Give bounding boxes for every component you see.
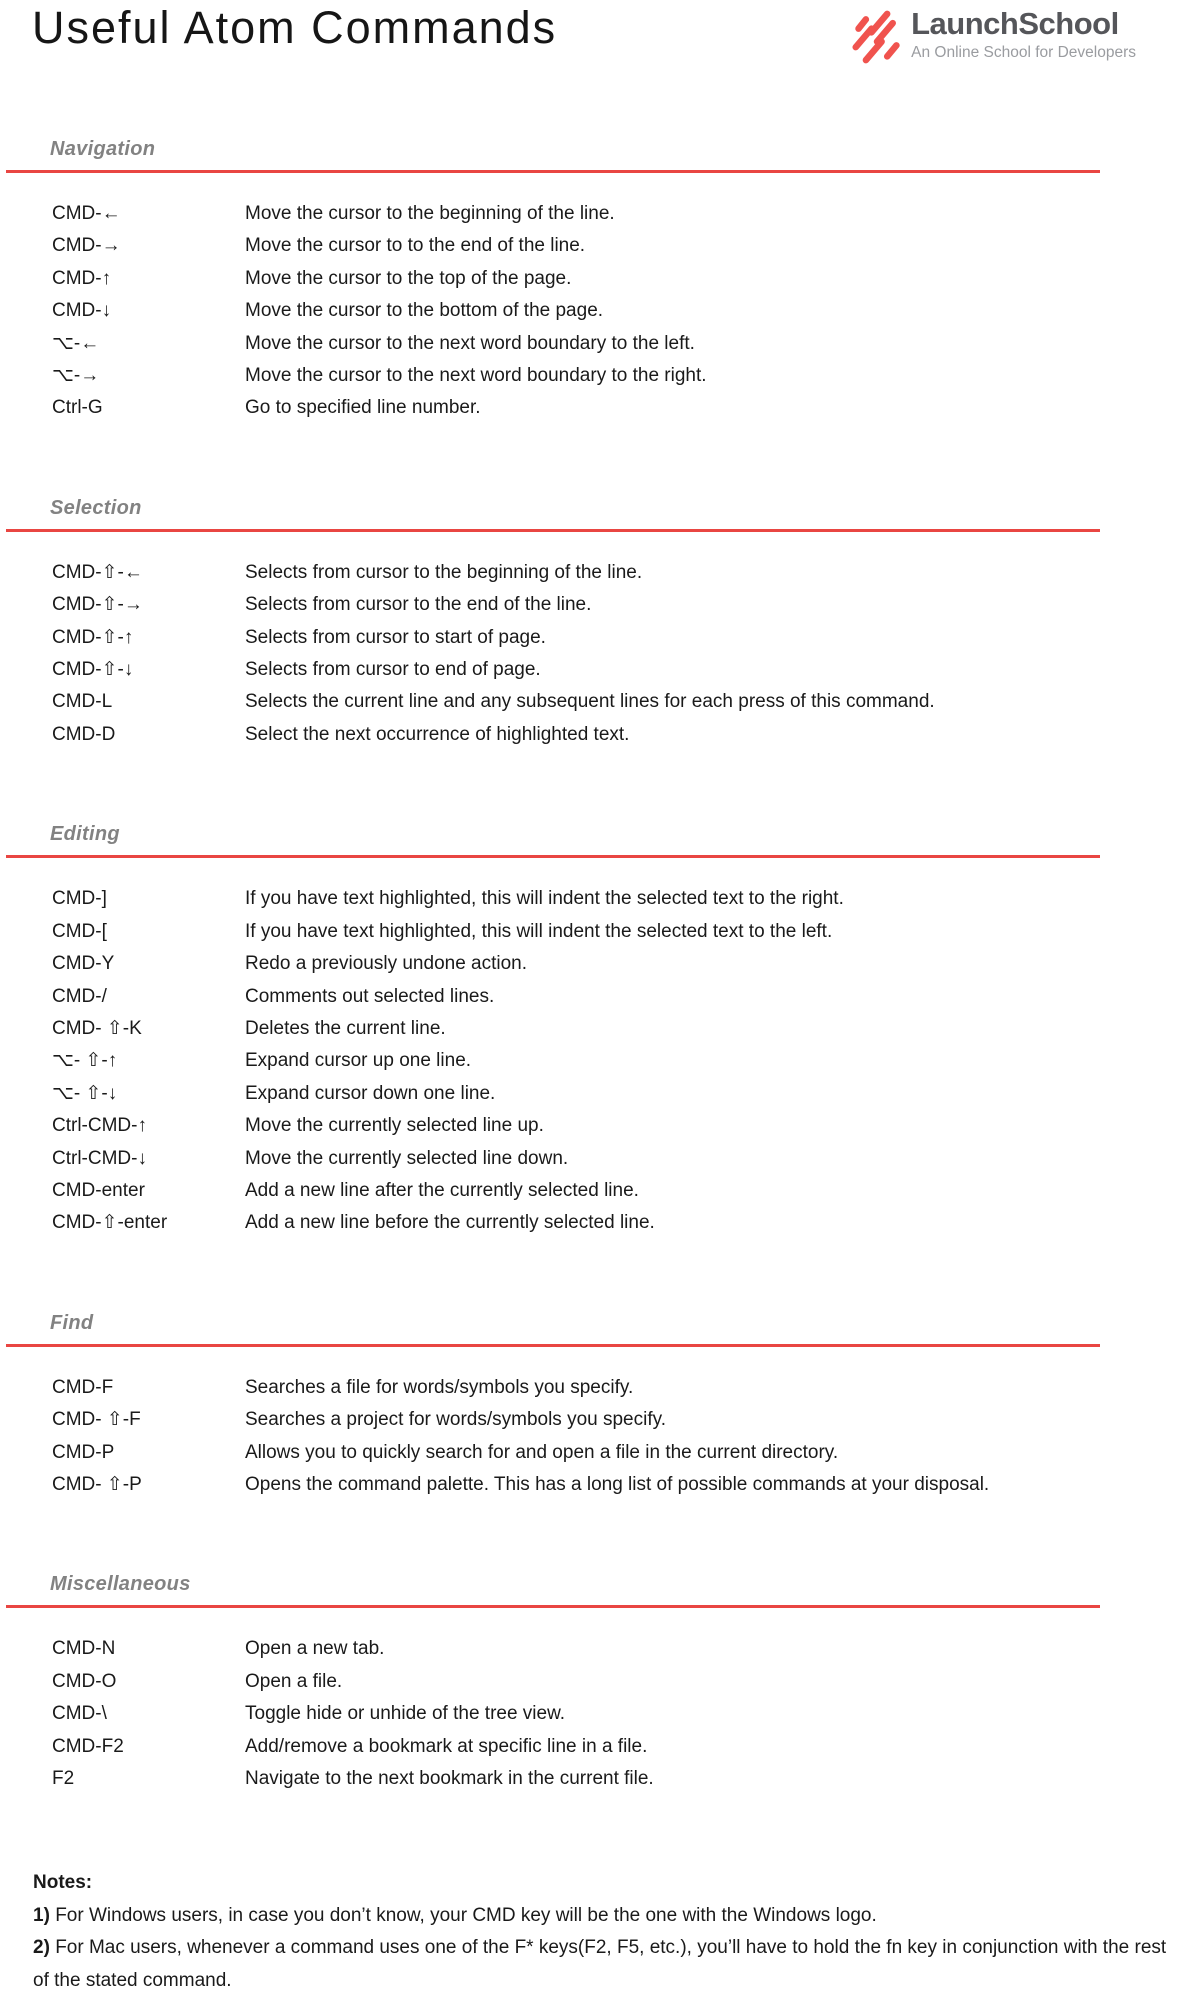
- command-key: CMD-↑: [52, 267, 112, 289]
- section-title: Selection: [50, 496, 142, 519]
- command-description: Navigate to the next bookmark in the current file.: [245, 1768, 654, 1789]
- command-key: CMD-F2: [52, 1735, 124, 1757]
- command-description: Deletes the current line.: [245, 1017, 446, 1039]
- command-row: [0, 1633, 1200, 1665]
- command-description: Expand cursor up one line.: [245, 1050, 472, 1072]
- command-key: ⌥-←: [52, 332, 100, 354]
- command-section: [0, 66, 1200, 425]
- command-row: [0, 1143, 1200, 1175]
- section-title: Editing: [50, 823, 120, 846]
- command-description: Move the cursor to to the end of the line.: [245, 235, 586, 257]
- command-key: CMD-⇧-↓: [52, 659, 134, 681]
- note-text: For Mac users, whenever a command uses one of the F* keys(F2, F5, etc.), you’ll have to hold the fn key in conjunction with the rest of the stated command.: [33, 1937, 1167, 1991]
- command-key: CMD-⇧-enter: [52, 1212, 168, 1234]
- logo-name: LaunchSchool: [911, 6, 1119, 41]
- note-label: 2): [33, 1937, 50, 1959]
- command-row: [0, 1437, 1200, 1469]
- command-key: CMD-⇧-↑: [52, 626, 134, 648]
- command-row: [0, 654, 1200, 686]
- command-description: Move the cursor to the next word boundary to the left.: [245, 332, 695, 354]
- command-key: CMD- ⇧-F: [52, 1409, 141, 1431]
- command-row: [0, 948, 1200, 980]
- command-key: F2: [52, 1768, 75, 1789]
- command-section: [0, 751, 1200, 1239]
- section-divider-line: [6, 855, 1100, 858]
- command-key: CMD- ⇧-P: [52, 1473, 142, 1495]
- command-description: Expand cursor down one line.: [245, 1082, 496, 1104]
- command-key: CMD-P: [52, 1441, 115, 1463]
- section-divider-line: [6, 1605, 1100, 1608]
- notes-heading: Notes:: [33, 1872, 93, 1894]
- command-key: CMD-N: [52, 1638, 116, 1660]
- command-description: Move the cursor to the beginning of the line.: [245, 203, 615, 224]
- command-description: Redo a previously undone action.: [245, 953, 528, 975]
- command-row: [0, 1078, 1200, 1110]
- command-description: Go to specified line number.: [245, 397, 481, 419]
- logo-text-block: [911, 8, 1136, 62]
- command-description: Toggle hide or unhide of the tree view.: [245, 1703, 566, 1725]
- command-row: [0, 1372, 1200, 1404]
- section-rows: [0, 198, 1200, 425]
- command-description: Move the currently selected line up.: [245, 1115, 544, 1137]
- command-key: CMD-L: [52, 691, 113, 713]
- command-key: CMD-]: [52, 888, 107, 910]
- section-rows: [0, 1633, 1200, 1795]
- command-row: [0, 589, 1200, 621]
- command-key: CMD-O: [52, 1670, 117, 1692]
- command-row: [0, 719, 1200, 751]
- command-description: Open a new tab.: [245, 1638, 385, 1660]
- command-row: [0, 1698, 1200, 1730]
- command-section: [0, 1501, 1200, 1795]
- command-key: CMD-→: [52, 235, 121, 257]
- command-key: CMD-/: [52, 985, 107, 1007]
- notes-block: [33, 1867, 1170, 1997]
- command-key: CMD- ⇧-K: [52, 1017, 142, 1039]
- command-description: Searches a file for words/symbols you specify.: [245, 1376, 634, 1398]
- command-section: [0, 1240, 1200, 1502]
- command-description: If you have text highlighted, this will indent the selected text to the left.: [245, 920, 833, 942]
- note-label: 1): [33, 1904, 50, 1926]
- command-description: Add/remove a bookmark at specific line in a file.: [245, 1735, 648, 1757]
- command-description: Move the currently selected line down.: [245, 1147, 569, 1169]
- section-divider-line: [6, 1344, 1100, 1347]
- section-rows: [0, 883, 1200, 1239]
- section-title: Navigation: [50, 138, 156, 160]
- section-divider-line: [6, 170, 1100, 173]
- command-row: [0, 1207, 1200, 1239]
- command-description: Add a new line after the currently selected line.: [245, 1179, 639, 1201]
- launchschool-logo: [852, 8, 1136, 66]
- section-title: Find: [50, 1311, 94, 1334]
- command-description: Move the cursor to the next word boundary to the right.: [245, 365, 707, 387]
- command-key: CMD-[: [52, 920, 107, 942]
- command-row: [0, 263, 1200, 295]
- command-key: Ctrl-CMD-↓: [52, 1147, 147, 1169]
- command-description: Selects from cursor to end of page.: [245, 659, 541, 681]
- command-row: [0, 981, 1200, 1013]
- command-key: CMD-\: [52, 1703, 107, 1725]
- command-key: CMD-⇧-←: [52, 561, 143, 583]
- command-description: Allows you to quickly search for and open a file in the current directory.: [245, 1441, 839, 1463]
- command-row: [0, 230, 1200, 262]
- launchschool-slashes-icon: [852, 8, 902, 66]
- note-text: For Windows users, in case you don’t know, your CMD key will be the one with the Windows logo.: [55, 1904, 877, 1926]
- command-row: [0, 328, 1200, 360]
- command-description: Opens the command palette. This has a long list of possible commands at your disposal.: [245, 1473, 990, 1495]
- command-row: [0, 1110, 1200, 1142]
- command-row: [0, 1666, 1200, 1698]
- command-key: CMD-Y: [52, 953, 115, 975]
- command-row: [0, 622, 1200, 654]
- command-row: [0, 1731, 1200, 1763]
- command-description: Add a new line before the currently selected line.: [245, 1212, 655, 1234]
- command-key: Ctrl-G: [52, 397, 103, 419]
- page-header: [0, 0, 1200, 66]
- note-item: [33, 1900, 1170, 1933]
- command-row: [0, 198, 1200, 230]
- command-key: CMD-enter: [52, 1179, 145, 1201]
- command-row: [0, 1175, 1200, 1207]
- command-row: [0, 295, 1200, 327]
- command-key: CMD-F: [52, 1376, 114, 1398]
- command-description: Selects from cursor to the beginning of the line.: [245, 561, 643, 583]
- command-description: Move the cursor to the top of the page.: [245, 267, 572, 289]
- command-row: [0, 360, 1200, 392]
- note-item: [33, 1932, 1170, 1997]
- command-sections: [0, 66, 1200, 1795]
- section-rows: [0, 1372, 1200, 1502]
- command-row: [0, 1404, 1200, 1436]
- section-rows: [0, 557, 1200, 751]
- command-section: [0, 425, 1200, 751]
- command-key: CMD-←: [52, 203, 121, 224]
- command-row: [0, 686, 1200, 718]
- logo-tagline: An Online School for Developers: [911, 43, 1136, 61]
- command-description: Open a file.: [245, 1670, 343, 1692]
- command-row: [0, 1763, 1200, 1795]
- command-description: If you have text highlighted, this will indent the selected text to the right.: [245, 888, 844, 910]
- command-description: Select the next occurrence of highlighted text.: [245, 723, 630, 745]
- command-description: Selects the current line and any subsequent lines for each press of this command.: [245, 691, 935, 713]
- command-description: Move the cursor to the bottom of the page.: [245, 300, 604, 322]
- page-title: Useful Atom Commands: [32, 2, 558, 53]
- command-key: CMD-⇧-→: [52, 594, 143, 616]
- command-key: CMD-↓: [52, 300, 112, 322]
- command-key: ⌥- ⇧-↓: [52, 1082, 118, 1104]
- command-row: [0, 1013, 1200, 1045]
- command-description: Comments out selected lines.: [245, 985, 495, 1007]
- command-description: Selects from cursor to start of page.: [245, 626, 546, 648]
- command-key: ⌥- ⇧-↑: [52, 1050, 118, 1072]
- section-divider-line: [6, 529, 1100, 532]
- command-row: [0, 1045, 1200, 1077]
- command-description: Selects from cursor to the end of the line.: [245, 594, 592, 616]
- command-row: [0, 557, 1200, 589]
- command-key: Ctrl-CMD-↑: [52, 1115, 147, 1137]
- command-row: [0, 916, 1200, 948]
- command-row: [0, 883, 1200, 915]
- command-row: [0, 392, 1200, 424]
- command-description: Searches a project for words/symbols you specify.: [245, 1409, 666, 1431]
- command-key: CMD-D: [52, 723, 116, 745]
- section-title: Miscellaneous: [50, 1573, 191, 1596]
- command-row: [0, 1469, 1200, 1501]
- command-key: ⌥-→: [52, 365, 100, 387]
